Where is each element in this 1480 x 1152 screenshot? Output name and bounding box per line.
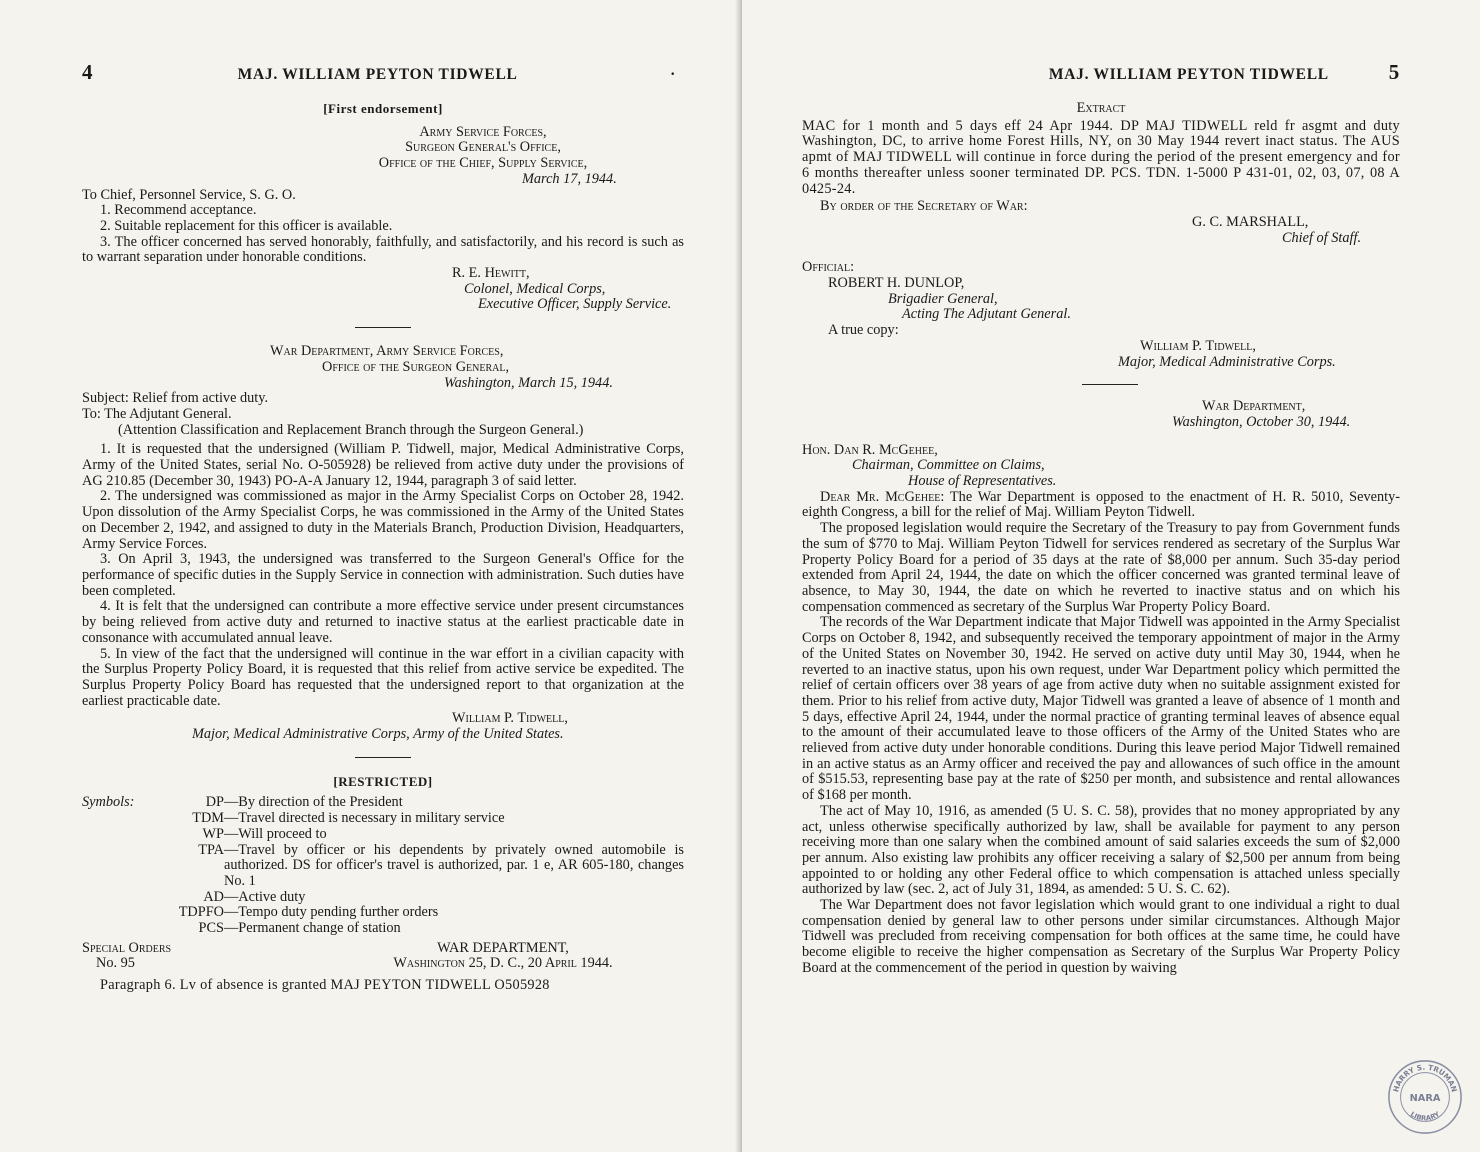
symbol-row: Symbols: DP —By direction of the President bbox=[82, 794, 403, 811]
copy-name: William P. Tidwell, bbox=[1140, 337, 1256, 354]
org-line: Army Service Forces, bbox=[419, 123, 547, 140]
official-label: Official: bbox=[802, 259, 855, 276]
addressee-name: Hon. Dan R. McGehee, bbox=[802, 441, 938, 458]
special-orders-block bbox=[82, 941, 684, 972]
symbol-row: AD —Active duty bbox=[203, 888, 306, 905]
running-title: MAJ. WILLIAM PEYTON TIDWELL bbox=[237, 66, 518, 83]
signature-title: Colonel, Medical Corps, bbox=[464, 280, 606, 297]
endorsement-label: [First endorsement] bbox=[323, 101, 443, 116]
endorsement-item: 1. Recommend acceptance. bbox=[100, 202, 257, 219]
letter-date: Washington, October 30, 1944. bbox=[1172, 413, 1351, 430]
memo-paragraph: 2. The undersigned was commissioned as major in the Army Specialist Corps on October 28, 1942. Upon dissolution of the Army Specialist Corps, he was commissioned in the Army of the United States on December 2, 1942, and assigned to duty in the Materials Branch, Production Division, Headquarters, Army Service Forces. bbox=[82, 488, 684, 552]
official-name: ROBERT H. DUNLOP, bbox=[828, 275, 965, 292]
official-title: Brigadier General, bbox=[888, 290, 998, 307]
official-title: Acting The Adjutant General. bbox=[902, 306, 1071, 323]
endorsement-to: To Chief, Personnel Service, S. G. O. bbox=[82, 186, 296, 203]
paragraph-6: Paragraph 6. Lv of absence is granted MAJ PEYTON TIDWELL O505928 bbox=[100, 977, 550, 994]
symbols-label: Symbols: bbox=[82, 794, 135, 811]
running-head-right bbox=[802, 60, 1400, 85]
symbol-row: WP —Will proceed to bbox=[202, 825, 327, 842]
letter-paragraph: The act of May 10, 1916, as amended (5 U. S. C. 58), provides that no money appropriated by any act, unless otherwise specifically authorized by law, shall be available for payment to any person receiving more than one salary when the combined amount of said salaries exceeds the sum of $2,000 per annum. Also existing law prohibits any officer receiving a salary of $2,500 per annum from being appointed to or holding any other Federal office to which compensation is attached unless specially authorized by law (sec. 2, act of July 31, 1894, as amended: 5 U. S. C. 62). bbox=[802, 802, 1400, 898]
war-department-heading: WAR DEPARTMENT, bbox=[437, 939, 569, 956]
memo-paragraph: 5. In view of the fact that the undersigned will continue in the war effort in a civilian capacity with the Surplus Property Policy Board, it is requested that this relief from active service be expedited. The Surplus Property Policy Board has requested that the undersigned report to that organization at the earliest practicable date. bbox=[82, 645, 684, 709]
symbols-list bbox=[82, 795, 684, 936]
memo-paragraph: 4. It is felt that the undersigned can contribute a more effective service under present circumstances by being relieved from active duty and returned to inactive status at the earliest practicable date in consonance with accumulated annual leave. bbox=[82, 598, 684, 646]
special-orders-label: Special Orders bbox=[82, 939, 172, 956]
signature-name: William P. Tidwell, bbox=[452, 710, 568, 727]
org-line: Office of the Surgeon General, bbox=[322, 358, 510, 375]
extract-text: MAC for 1 month and 5 days eff 24 Apr 1944. DP MAJ TIDWELL reld fr asgmt and duty Washington, DC, to arrive home Forest Hills, NY, on 30 May 1944 revert inact status. The AUS apmt of MAJ TIDWELL will continue in force during the period of the present emergency and for 6 months thereafter unless sooner terminated DP. PCS. TDN. 1-5000 P 431-01, 02, 03, 07, 08 A 0425-24. bbox=[802, 117, 1400, 197]
running-title: MAJ. WILLIAM PEYTON TIDWELL bbox=[1048, 66, 1329, 83]
letter-paragraph: The proposed legislation would require the Secretary of the Treasury to pay from Government funds the sum of $770 to Maj. William Peyton Tidwell for services rendered as secretary of the Surplus War Property Policy Board for a period of 35 days at the rate of $8,000 per annum. Such 35-day period extended from April 24, 1944, the date on which the officer concerned was granted terminal leave of absence, to May 30, 1944, the date on which he reverted to inactive status and on which his compensation commenced as secretary of the Surplus War Property Policy Board. bbox=[802, 520, 1400, 615]
symbol-row: TPA —Travel by officer or his dependents by privately owned automobile is authorized. DS for officer's travel is authorized, par. 1 e, AR 605-180, changes No. 1 bbox=[198, 841, 684, 889]
addressee-house: House of Representatives. bbox=[908, 473, 1057, 490]
endorsement-item: 2. Suitable replacement for this officer is available. bbox=[100, 217, 393, 234]
memo-to: To: The Adjutant General. bbox=[82, 405, 232, 422]
org-line: Surgeon General's Office, bbox=[405, 139, 561, 156]
library-stamp-icon bbox=[1386, 1058, 1464, 1136]
symbol-row: PCS —Permanent change of station bbox=[198, 920, 401, 937]
svg-text:LIBRARY bbox=[1409, 1110, 1442, 1122]
memo-signature bbox=[82, 711, 684, 727]
extract-label: Extract bbox=[1076, 100, 1126, 116]
true-copy-label: A true copy: bbox=[828, 322, 899, 339]
page-number: 5 bbox=[1388, 60, 1400, 84]
letter-paragraph: Dear Mr. McGehee: The War Department is opposed to the enactment of H. R. 5010, Seventy-eighth Congress, a bill for the relief of Maj. William Peyton Tidwell. bbox=[802, 488, 1400, 521]
signature-title: Executive Officer, Supply Service. bbox=[478, 296, 672, 313]
symbol-row: TDM —Travel directed is necessary in military service bbox=[192, 810, 505, 827]
by-order-line: By order of the Secretary of War: bbox=[820, 198, 1028, 215]
stamp-text-top: HARRY S. TRUMAN bbox=[1391, 1062, 1459, 1094]
addressee-title: Chairman, Committee on Claims, bbox=[852, 457, 1045, 474]
right-page bbox=[742, 0, 1480, 1152]
running-head-left: 4 MAJ. WILLIAM PEYTON TIDWELL · bbox=[82, 60, 676, 84]
symbol-row: TDPFO —Tempo duty pending further orders bbox=[178, 904, 439, 921]
signature-name: G. C. MARSHALL, bbox=[1192, 213, 1309, 230]
letter-paragraph: The records of the War Department indicate that Major Tidwell was appointed in the Army Specialist Corps on October 8, 1942, and subsequently received the temporary appointment of major in the Army of the United States on November 30, 1942. He served on active duty until May 30, 1944, when he reverted to an inactive status, upon his own request, under War Department policy which permitted the relief of certain officers over 38 years of age from active duty when no suitable assignment existed for them. Prior to his relief from active duty, Major Tidwell was granted a leave of absence of 1 month and 5 days, effective April 24, 1944, under the normal practice of granting terminal leaves of absence equal to the amount of their accumulated leave to those officers of the Army of the United States who are relieved from active duty under honorable conditions. During this leave period Major Tidwell remained in an active status as an Army officer and received the pay and allowances of such office in the amount of $515.53, representing base pay at the rate of $250 per month, and subsistence and rental allowances of $168 per month. bbox=[802, 614, 1400, 804]
memo-attention: (Attention Classification and Replacement Branch through the Surgeon General.) bbox=[118, 421, 584, 438]
section-divider bbox=[355, 757, 411, 758]
page-number: 4 bbox=[82, 60, 94, 84]
memo-paragraph: 1. It is requested that the undersigned (William P. Tidwell, major, Medical Administrative Corps, Army of the United States, serial No. O-505928) be relieved from active duty under the provisions of AG 210.85 (December 30, 1943) PO-A-A January 12, 1944, paragraph 3 of said letter. bbox=[82, 441, 684, 489]
copy-title: Major, Medical Administrative Corps. bbox=[1118, 353, 1336, 370]
memo-header bbox=[82, 344, 684, 391]
section-divider bbox=[355, 327, 411, 328]
org-line: Office of the Chief, Supply Service, bbox=[378, 155, 588, 172]
endorsement-signature bbox=[82, 266, 684, 313]
special-orders-number: No. 95 bbox=[96, 955, 135, 972]
endorsement-item: 3. The officer concerned has served honorably, faithfully, and satisfactorily, and his record is such as to warrant separation under honorable conditions. bbox=[82, 233, 684, 266]
endorsement-date: March 17, 1944. bbox=[522, 170, 617, 187]
special-orders-date: Washington 25, D. C., 20 April 1944. bbox=[393, 955, 613, 972]
letter-org: War Department, bbox=[1202, 398, 1306, 415]
memo-date: Washington, March 15, 1944. bbox=[444, 374, 613, 391]
endorsement-header bbox=[82, 125, 684, 188]
signature-title: Major, Medical Administrative Corps, Army of the United States. bbox=[192, 726, 564, 743]
signature-title: Chief of Staff. bbox=[1282, 229, 1362, 246]
memo-paragraph: 3. On April 3, 1943, the undersigned was transferred to the Surgeon General's Office for the performance of specific duties in the Supply Service in connection with administration. Such duties have been completed. bbox=[82, 551, 684, 599]
svg-text:HARRY S. TRUMAN bbox=[1391, 1063, 1459, 1093]
stamp-text-bottom: LIBRARY bbox=[1408, 1110, 1442, 1123]
memo-subject: Subject: Relief from active duty. bbox=[82, 390, 269, 407]
stamp-text-center: NARA bbox=[1409, 1092, 1441, 1104]
restricted-label: [RESTRICTED] bbox=[333, 773, 433, 789]
section-divider bbox=[1082, 384, 1138, 385]
signature-name: R. E. Hewitt, bbox=[452, 265, 530, 282]
letter-paragraph: The War Department does not favor legislation which would grant to one individual a right to dual compensation denied by general law to other persons under similar circumstances. Although Major Tidwell was precluded from receiving compensation for both offices at the same time, he could have become eligible to receive the higher compensation as Secretary of the Surplus War Property Policy Board at the commencement of the period in question by waiving bbox=[802, 897, 1400, 976]
org-line: War Department, Army Service Forces, bbox=[270, 343, 504, 360]
salutation: Dear Mr. McGehee: bbox=[820, 488, 945, 505]
